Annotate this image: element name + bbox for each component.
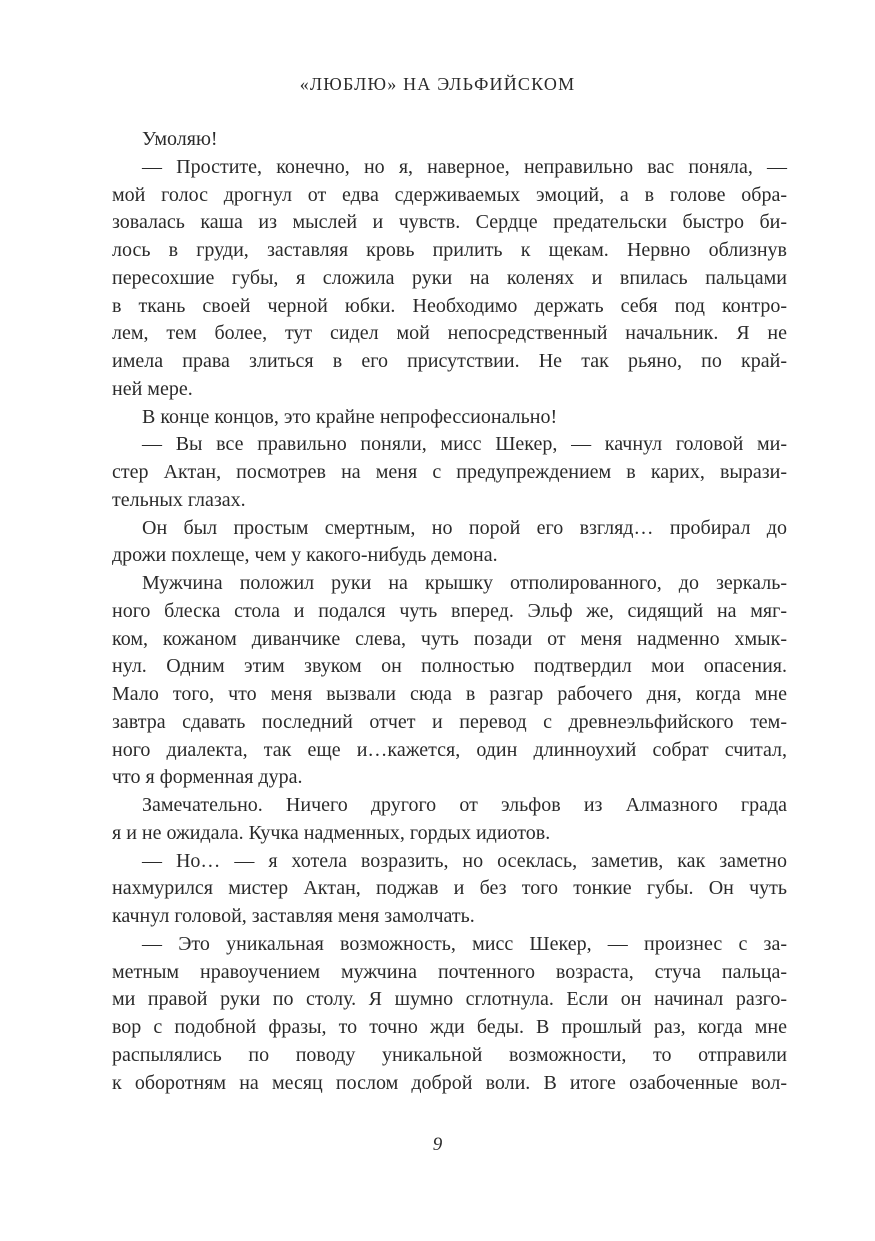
text-line: Замечательно. Ничего другого от эльфов из Алмазного града [142, 794, 787, 816]
text-line: В конце концов, это крайне непрофессионально! [142, 405, 558, 428]
text-line: Он был простым смертным, но порой его взгляд… пробирал до [142, 516, 787, 539]
text-line: тельных глазах. [112, 488, 246, 511]
text-line: стер Актан, посмотрев на меня с предупреждением в карих, вырази- [112, 461, 787, 483]
text-line: имела права злиться в его присутствии. Не так рьяно, по край- [112, 350, 787, 372]
text-line: мой голос дрогнул от едва сдерживаемых эмоций, а в голове обра- [112, 183, 787, 206]
text-line: вор с подобной фразы, то точно жди беды. В прошлый раз, когда мне [112, 1016, 787, 1038]
text-line: пересохшие губы, я сложила руки на коленях и впилась пальцами [112, 266, 787, 289]
text-line: ного диалекта, так еще и…кажется, один длинноухий собрат считал, [112, 738, 787, 761]
text-line: ми правой руки по столу. Я шумно сглотнула. Если он начинал разго- [112, 988, 787, 1011]
text-line: Мало того, что меня вызвали сюда в разгар рабочего дня, когда мне [112, 683, 787, 705]
paragraph [112, 931, 787, 1098]
text-line: распылялись по поводу уникальной возможности, то отправили [112, 1043, 787, 1066]
paragraph [112, 126, 787, 154]
text-line: — Но… — я хотела возразить, но осеклась, заметив, как заметно [142, 849, 787, 872]
text-line: в ткань своей черной юбки. Необходимо держать себя под контро- [112, 294, 787, 317]
text-line: метным нравоучением мужчина почтенного возраста, стуча пальца- [112, 960, 787, 983]
text-line: я и не ожидала. Кучка надменных, гордых идиотов. [112, 821, 551, 844]
text-line: ного блеска стола и подался чуть вперед. Эльф же, сидящий на мяг- [112, 599, 787, 622]
text-line: дрожи похлеще, чем у какого-нибудь демона. [112, 544, 498, 567]
running-header: «ЛЮБЛЮ» НА ЭЛЬФИЙСКОМ [299, 74, 576, 94]
text-line: нахмурился мистер Актан, поджав и без того тонкие губы. Он чуть [112, 877, 787, 900]
paragraph [112, 431, 787, 514]
text-line: к оборотням на месяц послом доброй воли. В итоге озабоченные вол- [112, 1071, 787, 1094]
body-text [112, 126, 787, 1097]
text-line: нул. Одним этим звуком он полностью подтвердил мои опасения. [112, 655, 787, 678]
text-line: — Это уникальная возможность, мисс Шекер, — произнес с за- [142, 932, 787, 955]
text-line: лось в груди, заставляя кровь прилить к щекам. Нервно облизнув [112, 239, 787, 261]
text-line: лем, тем более, тут сидел мой непосредственный начальник. Я не [112, 322, 787, 345]
text-line: ней мере. [112, 377, 193, 400]
text-line: — Вы все правильно поняли, мисс Шекер, — качнул головой ми- [142, 433, 787, 456]
text-line: завтра сдавать последний отчет и перевод с древнеэльфийского тем- [112, 710, 787, 733]
page-number: 9 [432, 1134, 443, 1155]
paragraph [112, 848, 787, 931]
text-line: качнул головой, заставляя меня замолчать. [112, 905, 475, 927]
paragraph [112, 570, 787, 792]
paragraph [112, 515, 787, 571]
text-line: Умоляю! [142, 128, 218, 150]
text-line: ком, кожаном диванчике слева, чуть позади от меня надменно хмык- [112, 627, 787, 650]
paragraph [112, 154, 787, 404]
text-line: — Простите, конечно, но я, наверное, неправильно вас поняла, — [142, 155, 787, 178]
paragraph [112, 404, 787, 432]
text-line: что я форменная дура. [112, 766, 303, 789]
text-line: Мужчина положил руки на крышку отполированного, до зеркаль- [142, 572, 787, 594]
text-line: зовалась каша из мыслей и чувств. Сердце предательски быстро би- [112, 211, 787, 234]
paragraph [112, 792, 787, 848]
